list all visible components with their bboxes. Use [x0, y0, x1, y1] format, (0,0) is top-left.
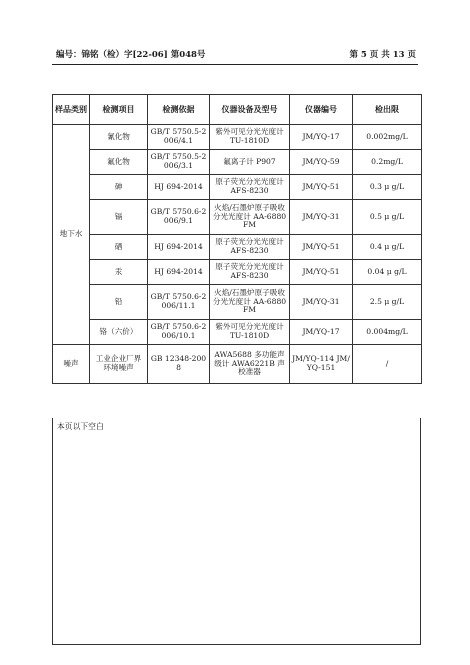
- table-row: [53, 285, 422, 320]
- col-header: 仪器编号: [290, 95, 353, 125]
- item-cell: 铬（六价）: [90, 320, 148, 345]
- table-header-row: [53, 95, 422, 125]
- item-cell: 氰化物: [90, 125, 148, 150]
- col-header: 检测依据: [148, 95, 210, 125]
- instrument-cell: 氟离子计 P907: [210, 150, 290, 175]
- limit-cell: 0.4 μ g/L: [353, 235, 422, 260]
- number-cell: JM/YQ-17: [290, 125, 353, 150]
- item-cell: 镉: [90, 200, 148, 235]
- basis-cell: GB 12348-2008: [148, 345, 210, 384]
- table-row: [53, 200, 422, 235]
- item-cell: 铅: [90, 285, 148, 320]
- category-cell: 噪声: [53, 345, 90, 384]
- number-cell: JM/YQ-114 JM/YQ-151: [290, 345, 353, 384]
- number-cell: JM/YQ-17: [290, 320, 353, 345]
- item-cell: 氟化物: [90, 150, 148, 175]
- item-cell: 硒: [90, 235, 148, 260]
- table-row: [53, 125, 422, 150]
- limit-cell: 2.5 μ g/L: [353, 285, 422, 320]
- limit-cell: 0.04 μ g/L: [353, 260, 422, 285]
- col-header: 检出限: [353, 95, 422, 125]
- basis-cell: HJ 694-2014: [148, 175, 210, 200]
- item-cell: 工业企业厂界环境噪声: [90, 345, 148, 384]
- col-header: 仪器设备及型号: [210, 95, 290, 125]
- limit-cell: 0.002mg/L: [353, 125, 422, 150]
- basis-cell: HJ 694-2014: [148, 260, 210, 285]
- table-row: [53, 345, 422, 384]
- category-cell: 地下水: [53, 125, 90, 345]
- instrument-cell: AWA5688 多功能声级计 AWA6221B 声校准器: [210, 345, 290, 384]
- basis-cell: GB/T 5750.6-2006/10.1: [148, 320, 210, 345]
- table-row: [53, 175, 422, 200]
- instrument-cell: 紫外可见分光光度计 TU-1810D: [210, 320, 290, 345]
- number-cell: JM/YQ-31: [290, 285, 353, 320]
- limit-cell: 0.004mg/L: [353, 320, 422, 345]
- basis-cell: GB/T 5750.5-2006/4.1: [148, 125, 210, 150]
- basis-cell: GB/T 5750.5-2006/3.1: [148, 150, 210, 175]
- limit-cell: 0.5 μ g/L: [353, 200, 422, 235]
- instrument-cell: 原子荧光分光光度计 AFS-8230: [210, 260, 290, 285]
- col-header: 样品类别: [53, 95, 90, 125]
- col-header: 检测项目: [90, 95, 148, 125]
- header-rule: [52, 64, 418, 65]
- blank-remainder-box: [52, 418, 421, 645]
- basis-cell: HJ 694-2014: [148, 235, 210, 260]
- table-row: [53, 150, 422, 175]
- number-cell: JM/YQ-51: [290, 175, 353, 200]
- basis-cell: GB/T 5750.6-2006/9.1: [148, 200, 210, 235]
- table-row: [53, 320, 422, 345]
- number-cell: JM/YQ-51: [290, 235, 353, 260]
- item-cell: 砷: [90, 175, 148, 200]
- instrument-cell: 原子荧光分光光度计 AFS-8230: [210, 175, 290, 200]
- report-number: 编号：锦铭（检）字[22-06] 第048号: [56, 50, 206, 60]
- limit-cell: 0.2mg/L: [353, 150, 422, 175]
- instrument-cell: 火焰/石墨炉原子吸收分光光度计 AA-6880FM: [210, 200, 290, 235]
- number-cell: JM/YQ-59: [290, 150, 353, 175]
- blank-page-note: 本页以下空白: [57, 422, 104, 431]
- limit-cell: /: [353, 345, 422, 384]
- instrument-cell: 紫外可见分光光度计 TU-1810D: [210, 125, 290, 150]
- table-row: [53, 260, 422, 285]
- number-cell: JM/YQ-31: [290, 200, 353, 235]
- instrument-cell: 火焰/石墨炉原子吸收分光光度计 AA-6880FM: [210, 285, 290, 320]
- instrument-cell: 原子荧光分光光度计 AFS-8230: [210, 235, 290, 260]
- test-method-table: [52, 94, 422, 384]
- page-number: 第 5 页 共 13 页: [349, 50, 416, 60]
- table-row: [53, 235, 422, 260]
- limit-cell: 0.3 μ g/L: [353, 175, 422, 200]
- basis-cell: GB/T 5750.6-2006/11.1: [148, 285, 210, 320]
- number-cell: JM/YQ-51: [290, 260, 353, 285]
- item-cell: 汞: [90, 260, 148, 285]
